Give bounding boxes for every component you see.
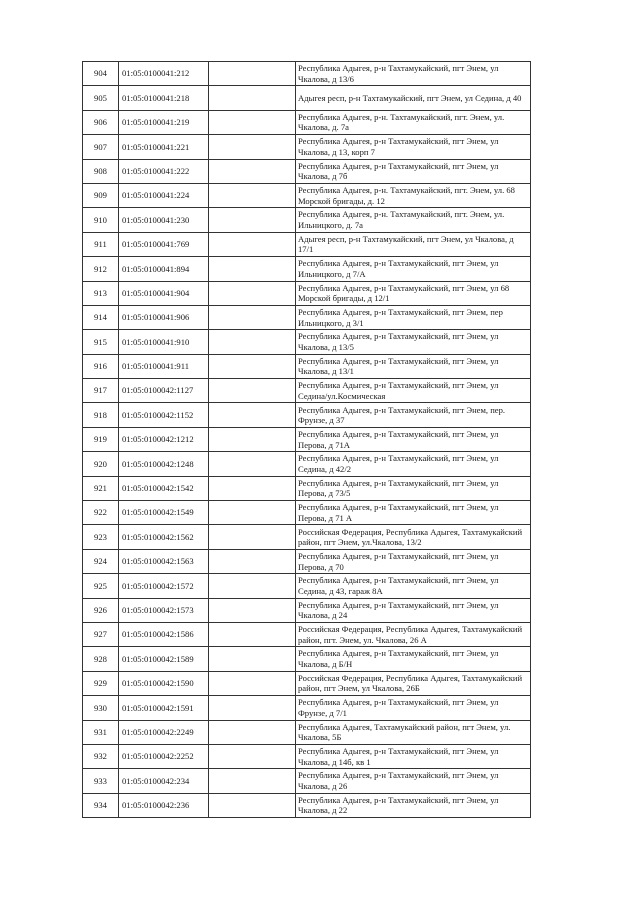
address-cell: Республика Адыгея, р-н Тахтамукайский, пгт Энем, ул Чкалова, д 13/5 — [296, 330, 531, 354]
address-cell: Республика Адыгея, р-н Тахтамукайский, пгт Энем, ул Ильницкого, д 7/А — [296, 257, 531, 281]
table-row — [83, 305, 531, 329]
table-row — [83, 354, 531, 378]
cadastral-number: 01:05:0100041:222 — [119, 159, 209, 183]
table-row — [83, 574, 531, 598]
cadastral-number: 01:05:0100041:894 — [119, 257, 209, 281]
table-row — [83, 671, 531, 695]
empty-cell — [209, 232, 296, 256]
address-cell: Российская Федерация, Республика Адыгея, Тахтамукайский район, пгт. Энем, ул. Чкалова, 26 А — [296, 622, 531, 646]
address-cell: Республика Адыгея, р-н Тахтамукайский, пгт Энем, ул Чкалова, д 13, корп 7 — [296, 135, 531, 159]
address-cell: Республика Адыгея, р-н Тахтамукайский, пгт Энем, ул Чкалова, д 13/6 — [296, 62, 531, 86]
empty-cell — [209, 744, 296, 768]
row-number: 930 — [83, 696, 119, 720]
row-number: 928 — [83, 647, 119, 671]
cadastral-number: 01:05:0100042:2252 — [119, 744, 209, 768]
empty-cell — [209, 622, 296, 646]
address-cell: Республика Адыгея, р-н Тахтамукайский, пгт Энем, ул Чкалова, д 7б — [296, 159, 531, 183]
table-row — [83, 281, 531, 305]
address-cell: Республика Адыгея, р-н Тахтамукайский, пгт Энем, ул Чкалова, д 26 — [296, 769, 531, 793]
empty-cell — [209, 208, 296, 232]
empty-cell — [209, 379, 296, 403]
empty-cell — [209, 452, 296, 476]
address-cell: Республика Адыгея, р-н Тахтамукайский, пгт Энем, ул Седина/ул.Космическая — [296, 379, 531, 403]
empty-cell — [209, 598, 296, 622]
address-cell: Российская Федерация, Республика Адыгея, Тахтамукайский район, пгт Энем, ул.Чкалова, 13/2 — [296, 525, 531, 549]
row-number: 916 — [83, 354, 119, 378]
row-number: 932 — [83, 744, 119, 768]
row-number: 920 — [83, 452, 119, 476]
cadastral-number: 01:05:0100042:1590 — [119, 671, 209, 695]
table-row — [83, 647, 531, 671]
cadastral-number: 01:05:0100041:911 — [119, 354, 209, 378]
cadastral-number: 01:05:0100041:904 — [119, 281, 209, 305]
address-cell: Республика Адыгея, р-н Тахтамукайский, пгт Энем, ул Чкалова, д 22 — [296, 793, 531, 817]
empty-cell — [209, 549, 296, 573]
cadastral-number: 01:05:0100041:218 — [119, 86, 209, 110]
row-number: 915 — [83, 330, 119, 354]
cadastral-number: 01:05:0100042:1586 — [119, 622, 209, 646]
document-page — [82, 61, 525, 818]
cadastral-number: 01:05:0100041:910 — [119, 330, 209, 354]
address-cell: Республика Адыгея, р-н Тахтамукайский, пгт Энем, ул Седина, д 43, гараж 8А — [296, 574, 531, 598]
table-row — [83, 257, 531, 281]
address-cell: Республика Адыгея, р-н Тахтамукайский, пгт Энем, пер. Фрунзе, д 37 — [296, 403, 531, 427]
row-number: 913 — [83, 281, 119, 305]
row-number: 904 — [83, 62, 119, 86]
empty-cell — [209, 427, 296, 451]
row-number: 925 — [83, 574, 119, 598]
cadastral-number: 01:05:0100042:1127 — [119, 379, 209, 403]
empty-cell — [209, 305, 296, 329]
row-number: 923 — [83, 525, 119, 549]
address-cell: Российская Федерация, Республика Адыгея, Тахтамукайский район, пгт Энем, ул Чкалова, 26Б — [296, 671, 531, 695]
table-row — [83, 769, 531, 793]
empty-cell — [209, 501, 296, 525]
row-number: 906 — [83, 110, 119, 134]
row-number: 931 — [83, 720, 119, 744]
cadastral-number: 01:05:0100042:1152 — [119, 403, 209, 427]
address-cell: Республика Адыгея, р-н. Тахтамукайский, пгт. Энем, ул. 68 Морской бригады, д. 12 — [296, 183, 531, 207]
address-cell: Республика Адыгея, р-н Тахтамукайский, пгт Энем, ул 68 Морской бригады, д 12/1 — [296, 281, 531, 305]
table-row — [83, 110, 531, 134]
row-number: 910 — [83, 208, 119, 232]
address-cell: Республика Адыгея, р-н Тахтамукайский, пгт Энем, ул Перова, д 70 — [296, 549, 531, 573]
row-number: 922 — [83, 501, 119, 525]
empty-cell — [209, 281, 296, 305]
cadastral-number: 01:05:0100041:219 — [119, 110, 209, 134]
table-row — [83, 598, 531, 622]
table-row — [83, 501, 531, 525]
row-number: 909 — [83, 183, 119, 207]
address-cell: Республика Адыгея, р-н Тахтамукайский, пгт Энем, ул Чкалова, д 13/1 — [296, 354, 531, 378]
empty-cell — [209, 62, 296, 86]
row-number: 912 — [83, 257, 119, 281]
cadastral-number: 01:05:0100042:1248 — [119, 452, 209, 476]
empty-cell — [209, 330, 296, 354]
cadastral-table — [82, 61, 531, 818]
empty-cell — [209, 525, 296, 549]
row-number: 907 — [83, 135, 119, 159]
cadastral-number: 01:05:0100042:1591 — [119, 696, 209, 720]
table-row — [83, 427, 531, 451]
table-row — [83, 232, 531, 256]
cadastral-number: 01:05:0100042:234 — [119, 769, 209, 793]
address-cell: Республика Адыгея, р-н. Тахтамукайский, пгт. Энем, ул. Ильницкого, д. 7а — [296, 208, 531, 232]
cadastral-number: 01:05:0100041:212 — [119, 62, 209, 86]
cadastral-number: 01:05:0100041:906 — [119, 305, 209, 329]
cadastral-number: 01:05:0100042:1572 — [119, 574, 209, 598]
table-row — [83, 135, 531, 159]
row-number: 911 — [83, 232, 119, 256]
row-number: 927 — [83, 622, 119, 646]
cadastral-number: 01:05:0100042:1563 — [119, 549, 209, 573]
table-row — [83, 744, 531, 768]
address-cell: Республика Адыгея, р-н Тахтамукайский, пгт Энем, ул Перова, д 71 А — [296, 501, 531, 525]
empty-cell — [209, 403, 296, 427]
cadastral-number: 01:05:0100042:1573 — [119, 598, 209, 622]
empty-cell — [209, 257, 296, 281]
row-number: 921 — [83, 476, 119, 500]
table-row — [83, 720, 531, 744]
table-row — [83, 622, 531, 646]
cadastral-number: 01:05:0100042:2249 — [119, 720, 209, 744]
table-row — [83, 62, 531, 86]
row-number: 914 — [83, 305, 119, 329]
empty-cell — [209, 696, 296, 720]
table-row — [83, 86, 531, 110]
address-cell: Республика Адыгея, р-н Тахтамукайский, пгт Энем, ул Чкалова, д Б/Н — [296, 647, 531, 671]
address-cell: Республика Адыгея, р-н Тахтамукайский, пгт Энем, пер Ильницкого, д 3/1 — [296, 305, 531, 329]
address-cell: Адыгея респ, р-н Тахтамукайский, пгт Энем, ул Седина, д 40 — [296, 86, 531, 110]
cadastral-number: 01:05:0100041:230 — [119, 208, 209, 232]
cadastral-number: 01:05:0100042:1212 — [119, 427, 209, 451]
table-row — [83, 403, 531, 427]
table-row — [83, 793, 531, 817]
table-row — [83, 208, 531, 232]
address-cell: Адыгея респ, р-н Тахтамукайский, пгт Энем, ул Чкалова, д 17/1 — [296, 232, 531, 256]
empty-cell — [209, 720, 296, 744]
table-row — [83, 159, 531, 183]
cadastral-number: 01:05:0100042:1549 — [119, 501, 209, 525]
address-cell: Республика Адыгея, р-н Тахтамукайский, пгт Энем, ул Перова, д 71А — [296, 427, 531, 451]
cadastral-number: 01:05:0100042:236 — [119, 793, 209, 817]
empty-cell — [209, 574, 296, 598]
empty-cell — [209, 671, 296, 695]
cadastral-number: 01:05:0100042:1542 — [119, 476, 209, 500]
table-row — [83, 379, 531, 403]
address-cell: Республика Адыгея, р-н Тахтамукайский, пгт Энем, ул Фрунзе, д 7/1 — [296, 696, 531, 720]
row-number: 924 — [83, 549, 119, 573]
address-cell: Республика Адыгея, р-н Тахтамукайский, пгт Энем, ул Седина, д 42/2 — [296, 452, 531, 476]
row-number: 926 — [83, 598, 119, 622]
address-cell: Республика Адыгея, р-н. Тахтамукайский, пгт. Энем, ул. Чкалова, д. 7а — [296, 110, 531, 134]
table-row — [83, 183, 531, 207]
row-number: 934 — [83, 793, 119, 817]
row-number: 933 — [83, 769, 119, 793]
row-number: 918 — [83, 403, 119, 427]
empty-cell — [209, 86, 296, 110]
empty-cell — [209, 793, 296, 817]
empty-cell — [209, 135, 296, 159]
address-cell: Республика Адыгея, р-н Тахтамукайский, пгт Энем, ул Чкалова, д 14б, кв 1 — [296, 744, 531, 768]
cadastral-number: 01:05:0100042:1589 — [119, 647, 209, 671]
empty-cell — [209, 769, 296, 793]
table-row — [83, 330, 531, 354]
cadastral-number: 01:05:0100041:769 — [119, 232, 209, 256]
table-row — [83, 476, 531, 500]
row-number: 919 — [83, 427, 119, 451]
row-number: 929 — [83, 671, 119, 695]
table-row — [83, 696, 531, 720]
row-number: 908 — [83, 159, 119, 183]
empty-cell — [209, 110, 296, 134]
cadastral-number: 01:05:0100042:1562 — [119, 525, 209, 549]
empty-cell — [209, 647, 296, 671]
address-cell: Республика Адыгея, р-н Тахтамукайский, пгт Энем, ул Перова, д 73/5 — [296, 476, 531, 500]
empty-cell — [209, 354, 296, 378]
table-body — [83, 62, 531, 818]
table-row — [83, 525, 531, 549]
table-row — [83, 452, 531, 476]
empty-cell — [209, 183, 296, 207]
row-number: 917 — [83, 379, 119, 403]
row-number: 905 — [83, 86, 119, 110]
table-row — [83, 549, 531, 573]
address-cell: Республика Адыгея, Тахтамукайский район, пгт Энем, ул. Чкалова, 5Б — [296, 720, 531, 744]
cadastral-number: 01:05:0100041:221 — [119, 135, 209, 159]
empty-cell — [209, 476, 296, 500]
address-cell: Республика Адыгея, р-н Тахтамукайский, пгт Энем, ул Чкалова, д 24 — [296, 598, 531, 622]
cadastral-number: 01:05:0100041:224 — [119, 183, 209, 207]
empty-cell — [209, 159, 296, 183]
